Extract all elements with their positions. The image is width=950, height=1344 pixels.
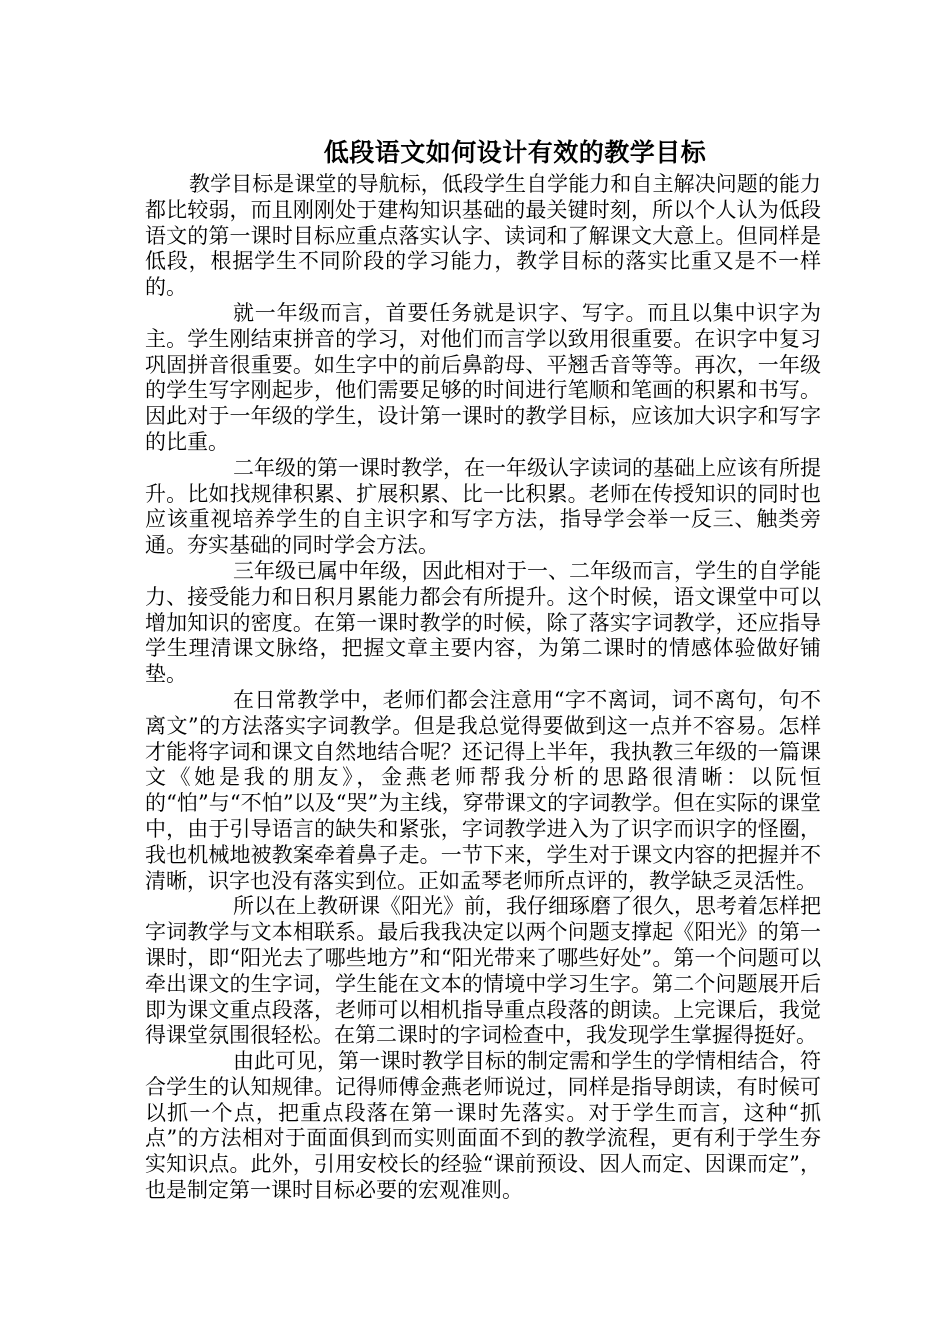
paragraph-intro: 教学目标是课堂的导航标，低段学生自学能力和自主解决问题的能力都比较弱，而且刚刚处于建构知识基础的最关键时刻，所以个人认为低段语文的第一课时目标应重点落实认字、读词和了解课文大意上。但同样是低段，根据学生不同阶段的学习能力，教学目标的落实比重又是不一样的。 — [145, 172, 821, 300]
paragraph-sunshine-lesson: 所以在上教研课《阳光》前，我仔细琢磨了很久，思考着怎样把字词教学与文本相联系。最后我我决定以两个问题支撑起《阳光》的第一课时，即“阳光去了哪些地方”和“阳光带来了哪些好处”。第一个问题可以牵出课文的生字词，学生能在文本的情境中学习生字。第二个问题展开后即为课文重点段落，老师可以相机指导重点段落的朗读。上完课后，我觉得课堂氛围很轻松。在第二课时的字词检查中，我发现学生掌握得挺好。 — [145, 894, 821, 1048]
paragraph-daily-teaching: 在日常教学中，老师们都会注意用“字不离词，词不离句，句不离文”的方法落实字词教学。但是我总觉得要做到这一点并不容易。怎样才能将字词和课文自然地结合呢？还记得上半年，我执教三年级的一篇课文《她是我的朋友》，金燕老师帮我分析的思路很清晰：以阮恒的“怕”与“不怕”以及“哭”为主线，穿带课文的字词教学。但在实际的课堂中，由于引导语言的缺失和紧张，字词教学进入为了识字而识字的怪圈，我也机械地被教案牵着鼻子走。一节下来，学生对于课文内容的把握并不清晰，识字也没有落实到位。正如孟琴老师所点评的，教学缺乏灵活性。 — [145, 687, 821, 893]
paragraph-conclusion: 由此可见，第一课时教学目标的制定需和学生的学情相结合，符合学生的认知规律。记得师傅金燕老师说过，同样是指导朗读，有时候可以抓一个点，把重点段落在第一课时先落实。对于学生而言，这种“抓点”的方法相对于面面俱到而实则面面不到的教学流程，更有利于学生夯实知识点。此外，引用安校长的经验“课前预设、因人而定、因课而定”，也是制定第一课时目标必要的宏观准则。 — [145, 1049, 821, 1203]
page-title: 低段语文如何设计有效的教学目标 — [323, 138, 707, 167]
document-body — [145, 172, 821, 1204]
paragraph-grade-one: 就一年级而言，首要任务就是识字、写字。而且以集中识字为主。学生刚结束拼音的学习，对他们而言学以致用很重要。在识字中复习巩固拼音很重要。如生字中的前后鼻韵母、平翘舌音等等。再次，一年级的学生写字刚起步，他们需要足够的时间进行笔顺和笔画的积累和书写。因此对于一年级的学生，设计第一课时的教学目标，应该加大识字和写字的比重。 — [145, 300, 821, 454]
paragraph-grade-two: 二年级的第一课时教学，在一年级认字读词的基础上应该有所提升。比如找规律积累、扩展积累、比一比积累。老师在传授知识的同时也应该重视培养学生的自主识字和写字方法，指导学会举一反三、触类旁通。夯实基础的同时学会方法。 — [145, 455, 821, 558]
paragraph-grade-three: 三年级已属中年级，因此相对于一、二年级而言，学生的自学能力、接受能力和日积月累能力都会有所提升。这个时候，语文课堂中可以增加知识的密度。在第一课时教学的时候，除了落实字词教学，还应指导学生理清课文脉络，把握文章主要内容，为第二课时的情感体验做好铺垫。 — [145, 558, 821, 687]
